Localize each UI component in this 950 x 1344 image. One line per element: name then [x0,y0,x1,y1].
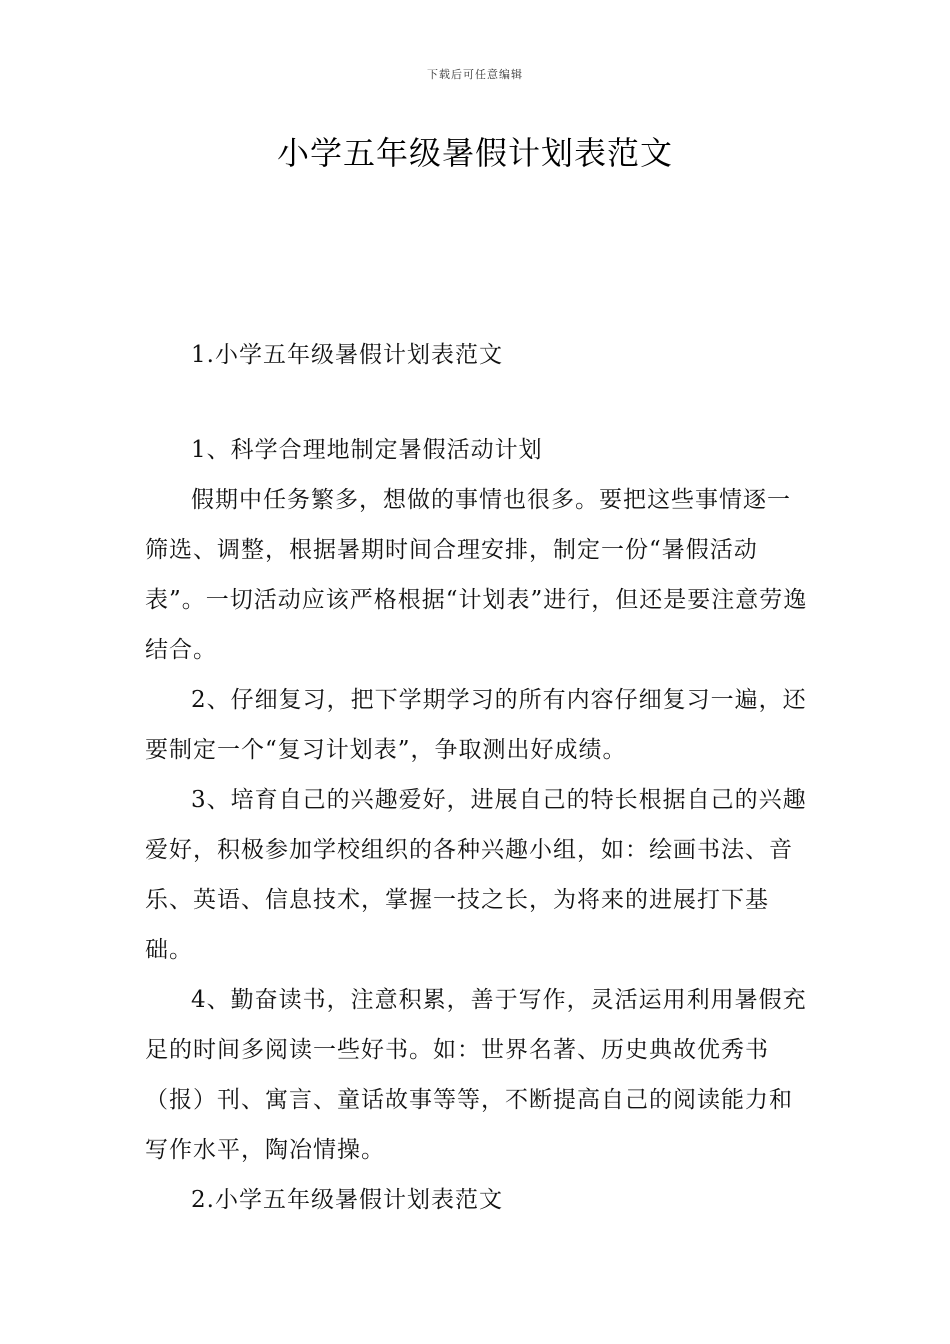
paragraph: 4、勤奋读书，注意积累，善于写作，灵活运用利用暑假充足的时间多阅读一些好书。如：世界名著、历史典故优秀书（报）刊、寓言、童话故事等等，不断提高自己的阅读能力和写作水平，陶冶情操。 [145,987,807,1163]
document-body [145,425,813,1225]
paragraph: 2.小学五年级暑假计划表范文 [191,1187,503,1213]
paragraph: 假期中任务繁多，想做的事情也很多。要把这些事情逐一筛选、调整，根据暑期时间合理安排，制定一份“暑假活动表”。一切活动应该严格根据“计划表”进行，但还是要注意劳逸结合。 [145,487,808,663]
section-heading-text: 1.小学五年级暑假计划表范文 [191,342,503,368]
paragraph: 1、科学合理地制定暑假活动计划 [191,437,543,463]
section-heading [145,330,813,380]
paragraph: 3、培育自己的兴趣爱好，进展自己的特长根据自己的兴趣爱好，积极参加学校组织的各种兴趣小组，如：绘画书法、音乐、英语、信息技术，掌握一技之长，为将来的进展打下基础。 [145,787,807,963]
document-title: 小学五年级暑假计划表范文 [276,134,673,172]
header-note: 下载后可任意编辑 [427,68,523,81]
paragraph: 2、仔细复习，把下学期学习的所有内容仔细复习一遍，还要制定一个“复习计划表”，争取测出好成绩。 [145,687,807,763]
